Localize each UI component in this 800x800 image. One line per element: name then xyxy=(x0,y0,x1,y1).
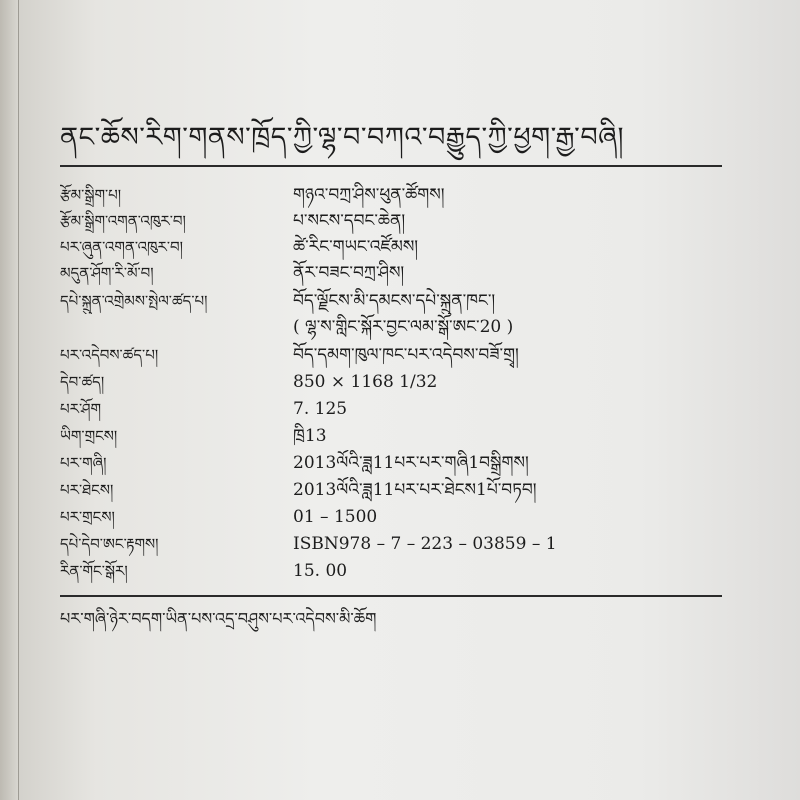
row-label: དེབ་ཚད། xyxy=(60,373,105,391)
colophon-row-format xyxy=(60,369,740,395)
row-value: བོད་དམག་ཁུལ་ཁང་པར་འདེབས་བཟོ་གྲྭ། xyxy=(293,345,519,365)
row-value: གཉའ་བཀྲ་ཤིས་ཕུན་ཚོགས། xyxy=(293,185,445,205)
row-label: རིན་གོང་སྒོར། xyxy=(60,562,128,580)
row-label: ཡིག་གྲངས། xyxy=(60,427,118,445)
row-value: 7. 125 xyxy=(293,399,348,419)
colophon-row-sheets xyxy=(60,396,740,422)
row-value: པ་སངས་དབང་ཆེན། xyxy=(293,211,406,231)
book-title: ནང་ཆོས་རིག་གནས་ཁྲོད་ཀྱི་ལྷ་བ་བཀའ་བརྒྱུད་ཀྱི་ཕྱག་རྒྱ་བཞི། xyxy=(60,122,625,153)
row-value: ཁྲི13 xyxy=(293,426,327,446)
colophon-row-print-run xyxy=(60,504,740,530)
footer-divider xyxy=(60,595,722,597)
colophon-row-cover-designer xyxy=(60,260,740,286)
row-label: དཔེ་སྐྲུན་འགྲེམས་སྤེལ་ཚད་པ། xyxy=(60,292,208,310)
row-label: རྩོམ་སྒྲིག་པ། xyxy=(60,186,122,204)
row-value: 2013ལོའི་ཟླ11པར་པར་གཞི1བསྒྲིགས། xyxy=(293,453,529,473)
row-label: དཔེ་དེབ་ཨང་རྟགས། xyxy=(60,535,159,553)
row-label: པར་གྲངས། xyxy=(60,508,115,526)
row-value: 2013ལོའི་ཟླ11པར་པར་ཐེངས1པོ་བཏབ། xyxy=(293,480,537,500)
row-label: པར་ཐེངས། xyxy=(60,481,114,499)
colophon-row-isbn xyxy=(60,531,740,557)
row-label: རྩོམ་སྒྲིག་འགན་འཁུར་བ། xyxy=(60,212,186,230)
row-value: ནོར་བཟང་བཀྲ་ཤིས། xyxy=(293,263,405,283)
title-divider xyxy=(60,165,722,167)
row-value: 01 – 1500 xyxy=(293,507,378,527)
colophon-row-word-count xyxy=(60,423,740,449)
row-value: 15. 00 xyxy=(293,561,348,581)
colophon-row-price xyxy=(60,558,740,584)
spine-edge xyxy=(18,0,19,800)
row-value: བོད་ལྗོངས་མི་དམངས་དཔེ་སྐྲུན་ཁང་། xyxy=(293,291,496,311)
row-label: པར་གཞི། xyxy=(60,454,107,472)
colophon-row-printing xyxy=(60,477,740,503)
copyright-notice: པར་གཞི་ཉེར་བདག་ཡིན་པས་འདྲ་བཤུས་པར་འདེབས་མི་ཆོག xyxy=(60,609,377,628)
colophon-row-proofreader xyxy=(60,234,740,260)
row-value: 850 × 1168 1/32 xyxy=(293,372,438,392)
row-label: མདུན་ཤོག་རི་མོ་བ། xyxy=(60,264,154,282)
colophon-row-edition xyxy=(60,450,740,476)
row-value: ཚེ་རིང་གཡང་འཛོམས། xyxy=(293,237,419,257)
row-label: པར་ཤོག xyxy=(60,400,102,418)
row-label: པར་འདེབས་ཚད་པ། xyxy=(60,346,159,364)
row-label: པར་ཞུན་འགན་འཁུར་བ། xyxy=(60,238,183,256)
colophon-row-author xyxy=(60,182,740,208)
publisher-address: ( ལྷ་ས་གླིང་སྐོར་བྱང་ལམ་སྒོ་ཨང་20 ) xyxy=(293,317,514,337)
colophon-row-editor xyxy=(60,208,740,234)
row-value: ISBN978 – 7 – 223 – 03859 – 1 xyxy=(293,534,557,554)
colophon-row-printer xyxy=(60,342,740,368)
book-spine xyxy=(0,0,18,800)
colophon-row-publisher xyxy=(60,288,740,340)
